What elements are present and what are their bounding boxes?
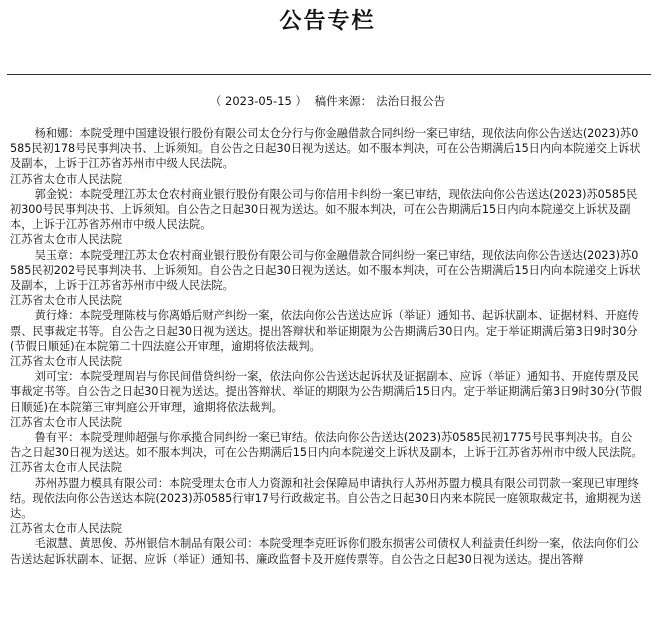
notice-court: 江苏省太仓市人民法院 (10, 522, 122, 536)
article-body (10, 126, 643, 567)
page-title: 公告专栏 (279, 9, 376, 34)
notice-text: 苏州苏盟力模具有限公司：本院受理太仓市人力资源和社会保障局申请执行人苏州苏盟力模具有限公司罚款一案现已审理终结。现依法向你公告送达本院(2023)苏0585行审17号行政裁定书。自公告之日起30日内来本院民一庭领取裁定书，逾期视为送达。 (10, 476, 642, 521)
notice-court: 江苏省太仓市人民法院 (10, 172, 122, 186)
notice-court: 江苏省太仓市人民法院 (10, 461, 122, 475)
notice-text: 郭金锐：本院受理江苏太仓农村商业银行股份有限公司与你信用卡纠纷一案已审结，现依法向你公告送达(2023)苏0585民初300号民事判决书、上诉须知。自公告之日起30日视为送达。如不服本判决，可在公告期满后15日内向本院递交上诉状及副本，上诉于江苏省苏州市中级人民法院。 (10, 187, 638, 232)
publish-date: （ 2023-05-15 ） (209, 94, 307, 108)
notice-text: 刘可宝：本院受理周岩与你民间借贷纠纷一案，依法向你公告送达起诉状及证据副本、应诉（举证）通知书、开庭传票及民事裁定书等。自公告之日起30日视为送达。提出答辩状、举证的期限为公告期满后15日内。定于举证期满后第3日9时30分(节假日顺延)在本院第三审判庭公开审理，逾期将依法裁判。 (10, 370, 642, 414)
notice-text: 鲁有平：本院受理帅超强与你承揽合同纠纷一案已审结。依法向你公告送达(2023)苏0585民初1775号民事判决书。自公告之日起30日视为送达。如不服本判决，可在公告期满后15日内向本院递交上诉状及副本，上诉于江苏省苏州市中级人民法院。 (10, 431, 643, 460)
header-divider (7, 74, 651, 75)
notice-court: 江苏省太仓市人民法院 (10, 415, 122, 429)
notice-court: 江苏省太仓市人民法院 (10, 233, 122, 247)
notice-court: 江苏省太仓市人民法院 (10, 355, 122, 369)
notice-text: 毛淑慧、黄思俊、苏州银信木制品有限公司：本院受理李克旺诉你们股东损害公司债权人利益责任纠纷一案，依法向你们公告送达起诉状副本、证据、应诉（举证）通知书、廉政监督卡及开庭传票等。自公告之日起30日视为送达。提出答辩 (10, 537, 639, 566)
notice-court: 江苏省太仓市人民法院 (10, 294, 122, 308)
source-label: 稿件来源： (314, 94, 373, 108)
article-meta (0, 93, 655, 109)
notice-text: 黄行烽：本院受理陈枝与你离婚后财产纠纷一案，依法向你公告送达应诉（举证）通知书、起诉状副本、证据材料、开庭传票、民事裁定书等。自公告之日起30日视为送达。提出答辩状和举证期限为公告期满后30日内。定于举证期满后第3日9时30分(节假日顺延)在本院第二十四法庭公开审理，逾期将依法裁判。 (10, 309, 639, 353)
notice-text: 吴玉章：本院受理江苏太仓农村商业银行股份有限公司与你金融借款合同纠纷一案已审结，现依法向你公告送达(2023)苏0585民初202号民事判决书、上诉须知。自公告之日起30日视为送达。如不服本判决，可在公告期满后15日内向本院递交上诉状及副本，上诉于江苏省苏州市中级人民法院。 (10, 248, 641, 293)
notice-text: 杨和娜：本院受理中国建设银行股份有限公司太仓分行与你金融借款合同纠纷一案已审结，现依法向你公告送达(2023)苏0585民初178号民事判决书、上诉须知。自公告之日起30日视为送达。如不服本判决，可在公告期满后15日内向本院递交上诉状及副本，上诉于江苏省苏州市中级人民法院。 (10, 127, 641, 171)
source-name: 法治日报公告 (376, 94, 446, 108)
